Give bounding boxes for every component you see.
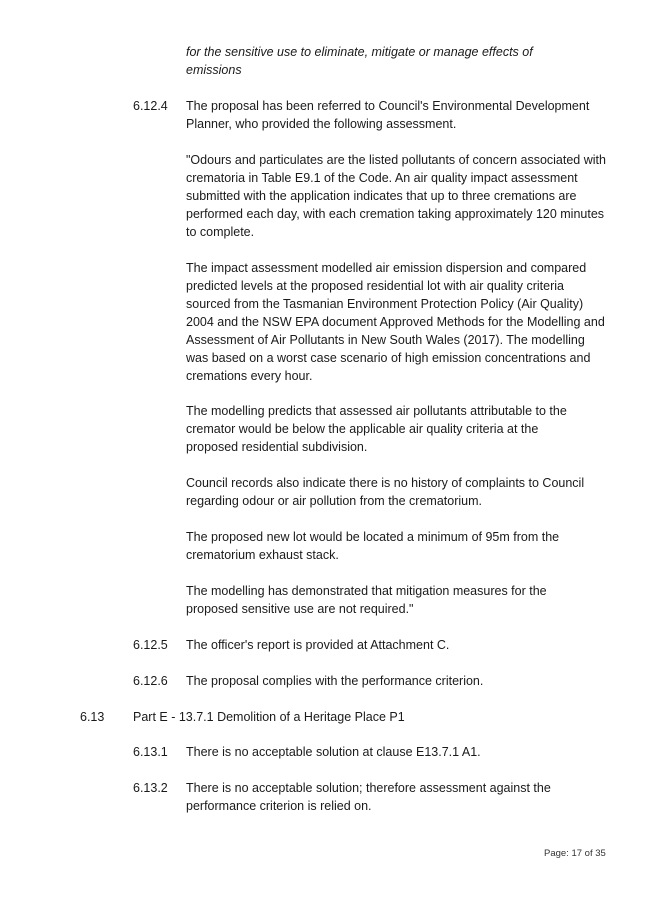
item-number-6125: 6.12.5 (133, 638, 168, 652)
item-text-6126: The proposal complies with the performance criterion. (186, 674, 484, 688)
item-text-6125: The officer's report is provided at Attachment C. (186, 638, 450, 652)
item-number-6131: 6.13.1 (133, 745, 168, 759)
item-text-6131: There is no acceptable solution at clause E13.7.1 A1. (186, 745, 481, 759)
item-number-6126: 6.12.6 (133, 674, 168, 688)
page-number: Page: 17 of 35 (544, 848, 606, 859)
quote-paragraph-5: The proposed new lot would be located a minimum of 95m from the crematorium exhaust stack. (186, 530, 560, 562)
quote-paragraph-6: The modelling has demonstrated that mitigation measures for the proposed sensitive use are not required." (186, 584, 547, 616)
item-text-6124: The proposal has been referred to Council's Environmental Development Planner, who provided the following assessment. (186, 99, 590, 131)
item-number-6132: 6.13.2 (133, 781, 168, 795)
section-number-613: 6.13 (80, 710, 105, 724)
section-heading-613: Part E - 13.7.1 Demolition of a Heritage Place P1 (133, 710, 405, 724)
quote-paragraph-1: "Odours and particulates are the listed pollutants of concern associated with crematoria in Table E9.1 of the Code. An air quality impact assessment submitted with the application indicates that up to three cremations are performed each day, with each cremation taking approximately 120 minutes to complete. (186, 153, 606, 239)
item-number-6124: 6.12.4 (133, 99, 168, 113)
intro-text: for the sensitive use to eliminate, mitigate or manage effects of emissions (186, 45, 533, 77)
quote-paragraph-2: The impact assessment modelled air emission dispersion and compared predicted levels at the proposed residential lot with air quality criteria sourced from the Tasmanian Environment Protection Policy (Air Quality) 2004 and the NSW EPA document Approved Methods for the Modelling and Assessment of Air Pollutants in New South Wales (2017). The modelling was based on a worst case scenario of high emission concentrations and cremations every hour. (186, 261, 605, 383)
quote-paragraph-3: The modelling predicts that assessed air pollutants attributable to the cremator would be below the applicable air quality criteria at the proposed residential subdivision. (186, 404, 567, 454)
quote-paragraph-4: Council records also indicate there is no history of complaints to Council regarding odour or air pollution from the crematorium. (186, 476, 585, 508)
item-text-6132: There is no acceptable solution; therefore assessment against the performance criterion is relied on. (186, 781, 551, 813)
